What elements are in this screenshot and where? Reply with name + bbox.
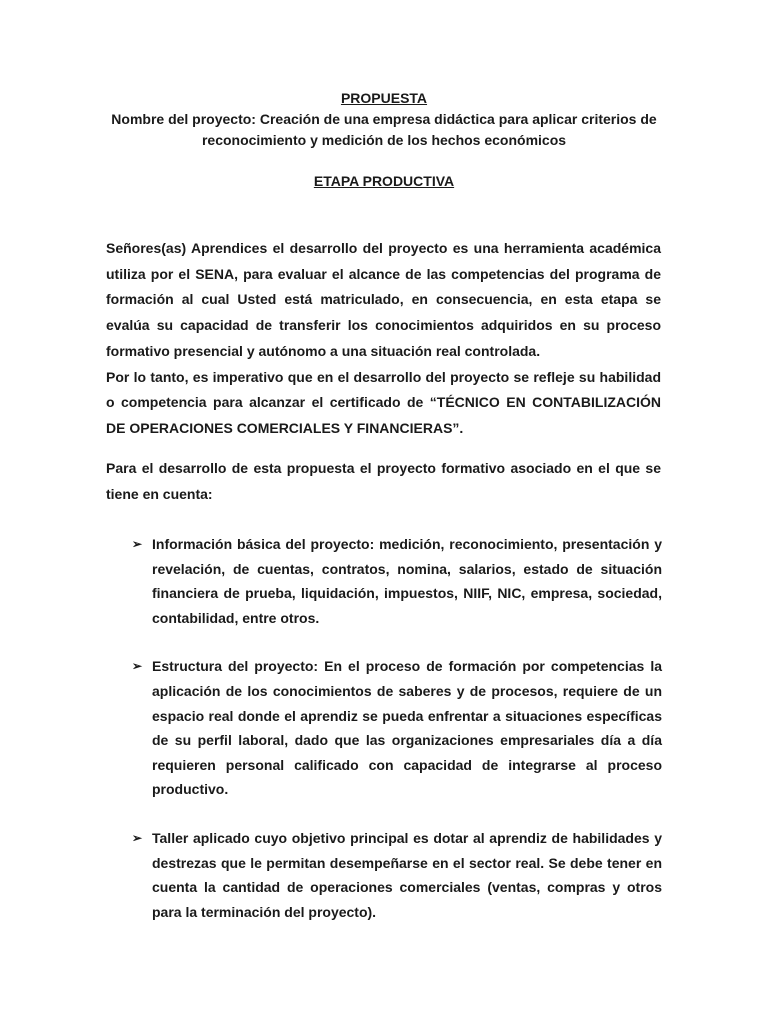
document-header: [100, 88, 668, 192]
intro-section: [106, 236, 661, 442]
certificate-paragraph: Por lo tanto, es imperativo que en el desarrollo del proyecto se refleje su habilidad o competencia para alcanzar el certificado de “TÉCNICO EN CONTABILIZACIÓN DE OPERACIONES COMERCIALES Y FINANCIERAS”.: [106, 368, 661, 436]
list-item: [132, 654, 662, 802]
development-paragraph: Para el desarrollo de esta propuesta el proyecto formativo asociado en el que se tiene en cuenta:: [106, 460, 661, 502]
arrow-bullet-icon: ➢: [132, 537, 143, 551]
arrow-bullet-icon: ➢: [132, 830, 143, 845]
stage-heading: ETAPA PRODUCTIVA: [313, 173, 455, 189]
list-item-text: Estructura del proyecto: En el proceso de formación por competencias la aplicación de los conocimientos de saberes y de procesos, requiere de un espacio real donde el aprendiz se pueda enfrentar a situaciones específicas de su perfil laboral, dado que las organizaciones empresariales día a día requieren personal calificado con capacidad de integrarse al proceso productivo.: [152, 658, 662, 798]
bullet-list: [132, 532, 662, 948]
project-name: Nombre del proyecto: Creación de una empresa didáctica para aplicar criterios de reconocimiento y medición de los hechos económicos: [111, 111, 657, 148]
list-item: [132, 532, 662, 630]
intro-paragraph: Señores(as) Aprendices el desarrollo del proyecto es una herramienta académica utiliza por el SENA, para evaluar el alcance de las competencias del programa de formación al cual Usted está matriculado, en consecuencia, en esta etapa se evalúa su capacidad de transferir los conocimientos adquiridos en su proceso formativo presencial y autónomo a una situación real controlada.: [106, 240, 661, 359]
list-item-text: Taller aplicado cuyo objetivo principal es dotar al aprendiz de habilidades y destrezas que le permitan desempeñarse en el sector real. Se debe tener en cuenta la cantidad de operaciones comerciales (ventas, compras y otros para la terminación del proyecto).: [152, 829, 662, 920]
list-item-text: Información básica del proyecto: medición, reconocimiento, presentación y revelación, de cuentas, contratos, nomina, salarios, estado de situación financiera de prueba, liquidación, impuestos, NIIF, NIC, empresa, sociedad, contabilidad, entre otros.: [152, 536, 662, 626]
arrow-bullet-icon: ➢: [132, 659, 143, 674]
list-item: [132, 826, 662, 924]
document-title: PROPUESTA: [340, 90, 428, 106]
